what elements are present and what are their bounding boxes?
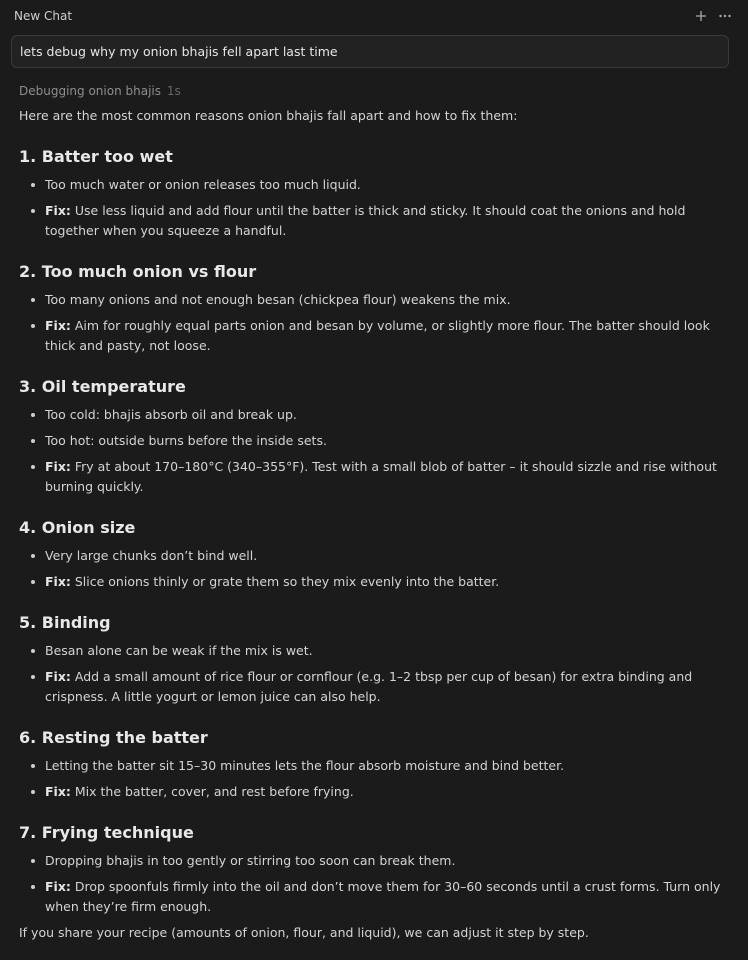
bullet-text: Use less liquid and add flour until the batter is thick and sticky. It should coat the onions and hold together when you squeeze a handful. <box>45 203 686 238</box>
bullet-text: Aim for roughly equal parts onion and besan by volume, or slightly more flour. The batter should look thick and pasty, not loose. <box>45 318 710 353</box>
bullet-item <box>19 405 731 425</box>
more-horizontal-icon[interactable] <box>718 8 732 24</box>
response-section <box>19 612 731 707</box>
bullet-list <box>19 851 731 917</box>
response-section <box>19 261 731 356</box>
bullet-bold: Fix: <box>45 459 71 474</box>
user-message[interactable]: lets debug why my onion bhajis fell apart last time <box>11 35 729 68</box>
bullet-item <box>19 316 731 356</box>
bullet-item <box>19 175 731 195</box>
bullet-bold: Fix: <box>45 879 71 894</box>
section-heading: 4. Onion size <box>19 518 136 537</box>
bullet-item <box>19 572 731 592</box>
section-heading: 7. Frying technique <box>19 823 194 842</box>
bullet-item <box>19 290 731 310</box>
response-section <box>19 822 731 917</box>
bullet-bold: Fix: <box>45 784 71 799</box>
response-outro: If you share your recipe (amounts of onion, flour, and liquid), we can adjust it step by step. <box>19 925 589 940</box>
top-actions <box>694 8 732 24</box>
bullet-text: Too cold: bhajis absorb oil and break up. <box>45 407 297 422</box>
bullet-text: Dropping bhajis in too gently or stirring too soon can break them. <box>45 853 456 868</box>
thinking-summary[interactable] <box>19 84 181 98</box>
chat-title: New Chat <box>14 9 73 23</box>
response-sections <box>19 146 731 917</box>
bullet-item <box>19 641 731 661</box>
bullet-item <box>19 756 731 776</box>
top-bar <box>0 0 748 34</box>
bullet-item <box>19 667 731 707</box>
bullet-text: Fry at about 170–180°C (340–355°F). Test with a small blob of batter – it should sizzle and rise without burning quickly. <box>45 459 717 494</box>
bullet-text: Slice onions thinly or grate them so they mix evenly into the batter. <box>70 574 500 589</box>
bullet-list <box>19 405 731 497</box>
section-heading: 6. Resting the batter <box>19 728 208 747</box>
bullet-text: Too hot: outside burns before the inside sets. <box>45 433 327 448</box>
bullet-text: Very large chunks don’t bind well. <box>45 548 258 563</box>
response-section <box>19 517 731 592</box>
section-heading: 2. Too much onion vs flour <box>19 262 257 281</box>
bullet-text: Besan alone can be weak if the mix is wet. <box>45 643 313 658</box>
bullet-list <box>19 175 731 241</box>
response-section <box>19 146 731 241</box>
plus-icon[interactable] <box>694 8 708 24</box>
response-section <box>19 376 731 497</box>
assistant-response <box>19 106 731 943</box>
bullet-bold: Fix: <box>45 203 71 218</box>
bullet-list <box>19 756 731 802</box>
bullet-bold: Fix: <box>45 318 71 333</box>
thinking-label: Debugging onion bhajis <box>19 84 161 98</box>
bullet-item <box>19 431 731 451</box>
bullet-text: Add a small amount of rice flour or cornflour (e.g. 1–2 tbsp per cup of besan) for extra binding and crispness. A little yogurt or lemon juice can also help. <box>45 669 693 704</box>
bullet-text: Too many onions and not enough besan (chickpea flour) weakens the mix. <box>45 292 511 307</box>
section-heading: 3. Oil temperature <box>19 377 186 396</box>
bullet-bold: Fix: <box>45 574 71 589</box>
bullet-list <box>19 290 731 356</box>
section-heading: 5. Binding <box>19 613 111 632</box>
response-intro: Here are the most common reasons onion bhajis fall apart and how to fix them: <box>19 108 518 123</box>
bullet-item <box>19 201 731 241</box>
bullet-text: Letting the batter sit 15–30 minutes lets the flour absorb moisture and bind better. <box>45 758 565 773</box>
response-section <box>19 727 731 802</box>
bullet-item <box>19 457 731 497</box>
bullet-item <box>19 782 731 802</box>
thinking-duration: 1s <box>166 84 181 98</box>
bullet-list <box>19 641 731 707</box>
bullet-text: Mix the batter, cover, and rest before frying. <box>70 784 354 799</box>
bullet-item <box>19 877 731 917</box>
bullet-item <box>19 546 731 566</box>
section-heading: 1. Batter too wet <box>19 147 173 166</box>
bullet-bold: Fix: <box>45 669 71 684</box>
bullet-list <box>19 546 731 592</box>
bullet-text: Drop spoonfuls firmly into the oil and don’t move them for 30–60 seconds until a crust forms. Turn only when they’re firm enough. <box>45 879 721 914</box>
bullet-text: Too much water or onion releases too much liquid. <box>45 177 361 192</box>
bullet-item <box>19 851 731 871</box>
